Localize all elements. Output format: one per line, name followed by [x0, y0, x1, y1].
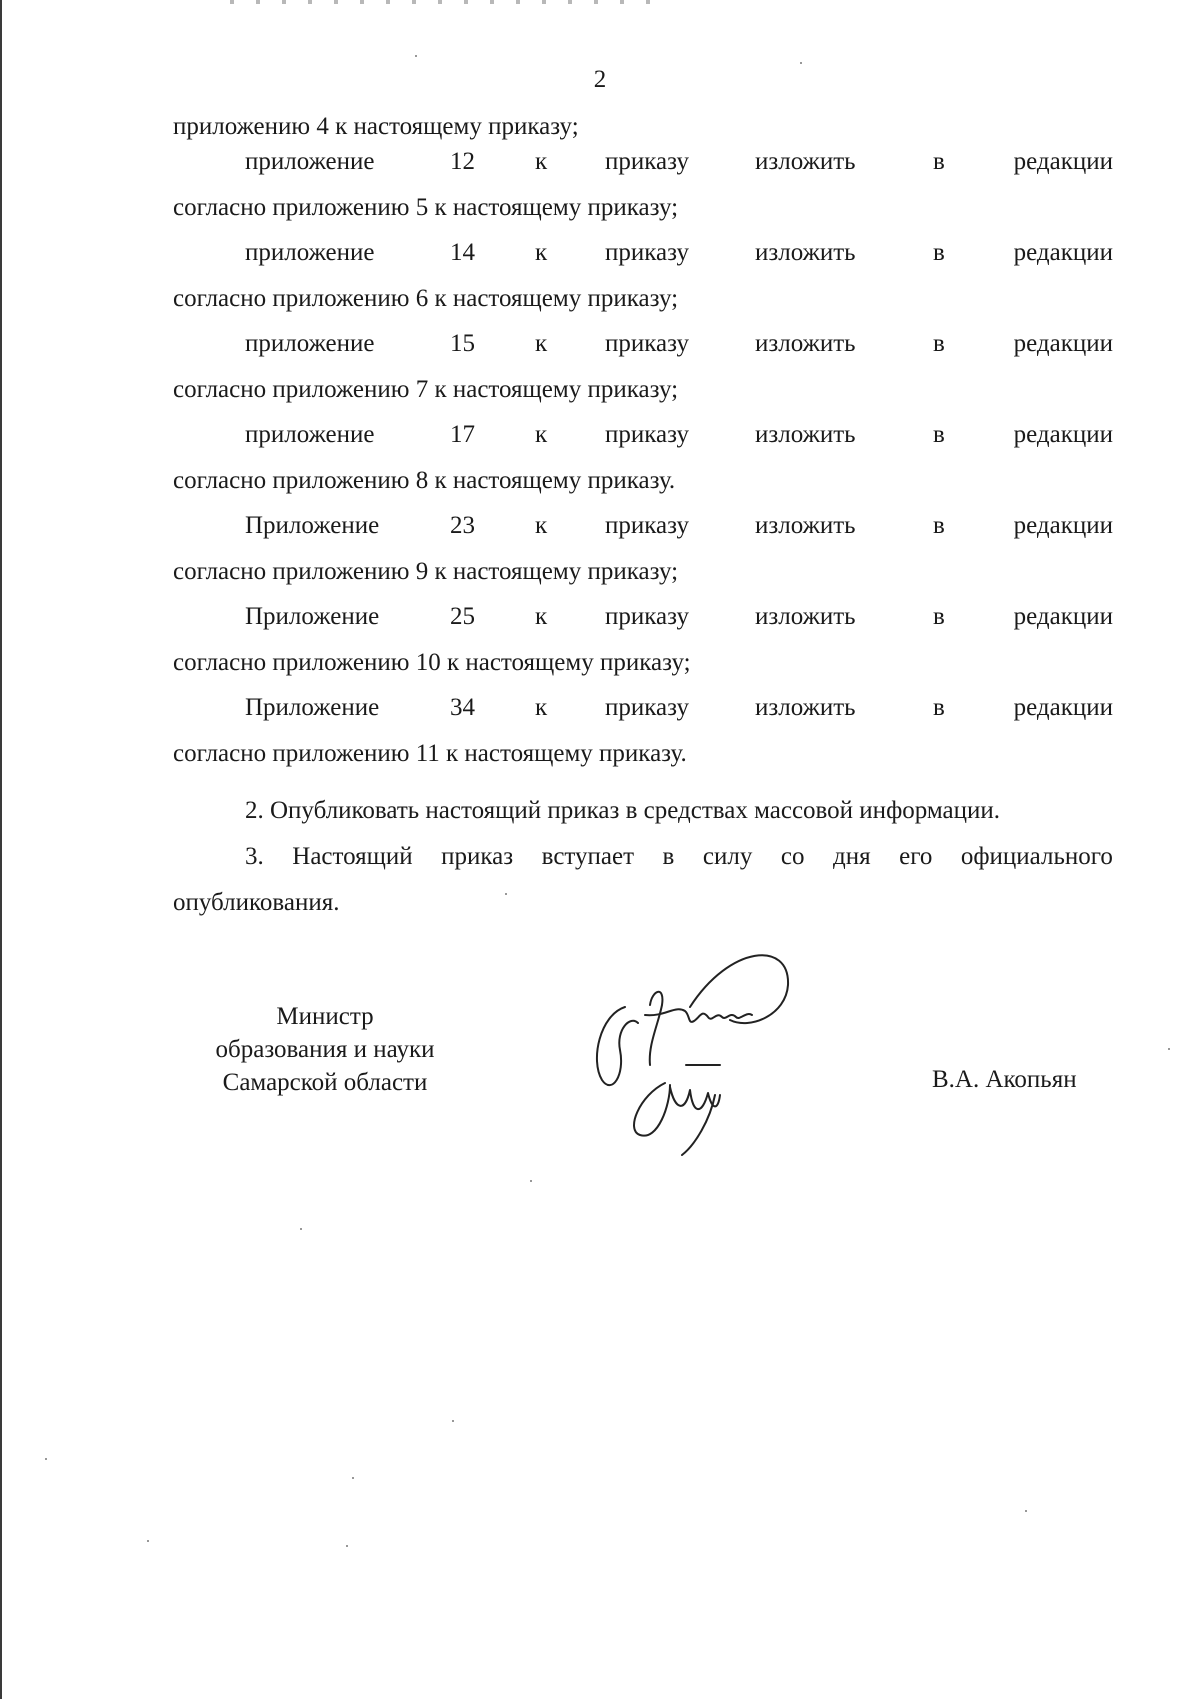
word: вступает — [541, 843, 635, 870]
scan-speck — [45, 1458, 47, 1460]
word: в — [662, 843, 675, 870]
word: 17 — [450, 421, 475, 448]
word: редакции — [1013, 512, 1113, 539]
word: 34 — [450, 694, 475, 721]
word: приказу — [605, 694, 689, 721]
word: приказу — [605, 603, 689, 630]
word: Приложение — [245, 512, 380, 539]
word: редакции — [1013, 330, 1113, 357]
word: редакции — [1013, 694, 1113, 721]
word: в — [933, 330, 945, 357]
word: 14 — [450, 239, 475, 266]
word: изложить — [755, 421, 856, 448]
text-line: согласно приложению 9 к настоящему приказу; — [173, 558, 679, 585]
word: приложение — [245, 239, 375, 266]
scan-speck — [415, 55, 417, 57]
scan-speck — [1025, 1510, 1027, 1512]
paragraph-3-line — [245, 842, 1113, 872]
word: редакции — [1013, 421, 1113, 448]
word: 15 — [450, 330, 475, 357]
word: к — [535, 239, 548, 266]
word: изложить — [755, 694, 856, 721]
word: его — [899, 843, 933, 870]
word: 12 — [450, 148, 475, 175]
word: к — [535, 148, 548, 175]
signer-name: В.А. Акопьян — [932, 1066, 1077, 1093]
word: приложение — [245, 148, 375, 175]
word: изложить — [755, 512, 856, 539]
word: в — [933, 148, 945, 175]
word: изложить — [755, 148, 856, 175]
paragraph-2: 2. Опубликовать настоящий приказ в средствах массовой информации. — [245, 797, 1001, 824]
word: приложение — [245, 330, 375, 357]
word: со — [780, 843, 805, 870]
paragraph-3-tail: опубликования. — [173, 889, 340, 916]
word: в — [933, 512, 945, 539]
word: изложить — [755, 330, 856, 357]
word: официального — [960, 843, 1113, 870]
signatory-title — [175, 1000, 475, 1099]
page-number: 2 — [593, 66, 607, 93]
word: изложить — [755, 239, 856, 266]
scan-top-artifact — [230, 0, 650, 4]
title-line: Самарской области — [222, 1069, 428, 1096]
word: приложение — [245, 421, 375, 448]
scan-speck — [352, 1477, 354, 1479]
word: в — [933, 603, 945, 630]
word: к — [535, 330, 548, 357]
word: редакции — [1013, 148, 1113, 175]
word: Приложение — [245, 603, 380, 630]
word: к — [535, 421, 548, 448]
word: 3. — [245, 843, 264, 870]
word: приказу — [605, 239, 689, 266]
word: приказу — [605, 330, 689, 357]
word: дня — [832, 843, 871, 870]
word: силу — [702, 843, 753, 870]
word: приказу — [605, 148, 689, 175]
scan-speck — [300, 1228, 302, 1230]
word: 25 — [450, 603, 475, 630]
scan-speck — [800, 62, 802, 64]
word: редакции — [1013, 239, 1113, 266]
text-line: согласно приложению 6 к настоящему приказу; — [173, 285, 679, 312]
scan-edge — [0, 0, 2, 1699]
word: 23 — [450, 512, 475, 539]
title-line: образования и науки — [215, 1036, 435, 1063]
handwritten-signature — [590, 945, 820, 1160]
word: редакции — [1013, 603, 1113, 630]
word: в — [933, 421, 945, 448]
text-line: согласно приложению 7 к настоящему приказу; — [173, 376, 679, 403]
word: изложить — [755, 603, 856, 630]
text-line: приложению 4 к настоящему приказу; — [173, 113, 579, 140]
word: приказ — [441, 843, 514, 870]
word: Приложение — [245, 694, 380, 721]
word: в — [933, 239, 945, 266]
title-line: Министр — [276, 1003, 374, 1030]
word: к — [535, 694, 548, 721]
scan-speck — [530, 1180, 532, 1182]
text-line: согласно приложению 10 к настоящему приказу; — [173, 649, 691, 676]
text-line: согласно приложению 8 к настоящему приказу. — [173, 467, 676, 494]
scan-speck — [147, 1540, 149, 1542]
scan-speck — [346, 1545, 348, 1547]
scan-speck — [505, 893, 507, 895]
text-line: согласно приложению 5 к настоящему приказу; — [173, 194, 679, 221]
scan-speck — [1168, 1048, 1170, 1050]
word: в — [933, 694, 945, 721]
word: приказу — [605, 421, 689, 448]
word: Настоящий — [292, 843, 413, 870]
word: к — [535, 512, 548, 539]
text-line: согласно приложению 11 к настоящему приказу. — [173, 740, 687, 767]
word: приказу — [605, 512, 689, 539]
word: к — [535, 603, 548, 630]
scan-speck — [452, 1420, 454, 1422]
